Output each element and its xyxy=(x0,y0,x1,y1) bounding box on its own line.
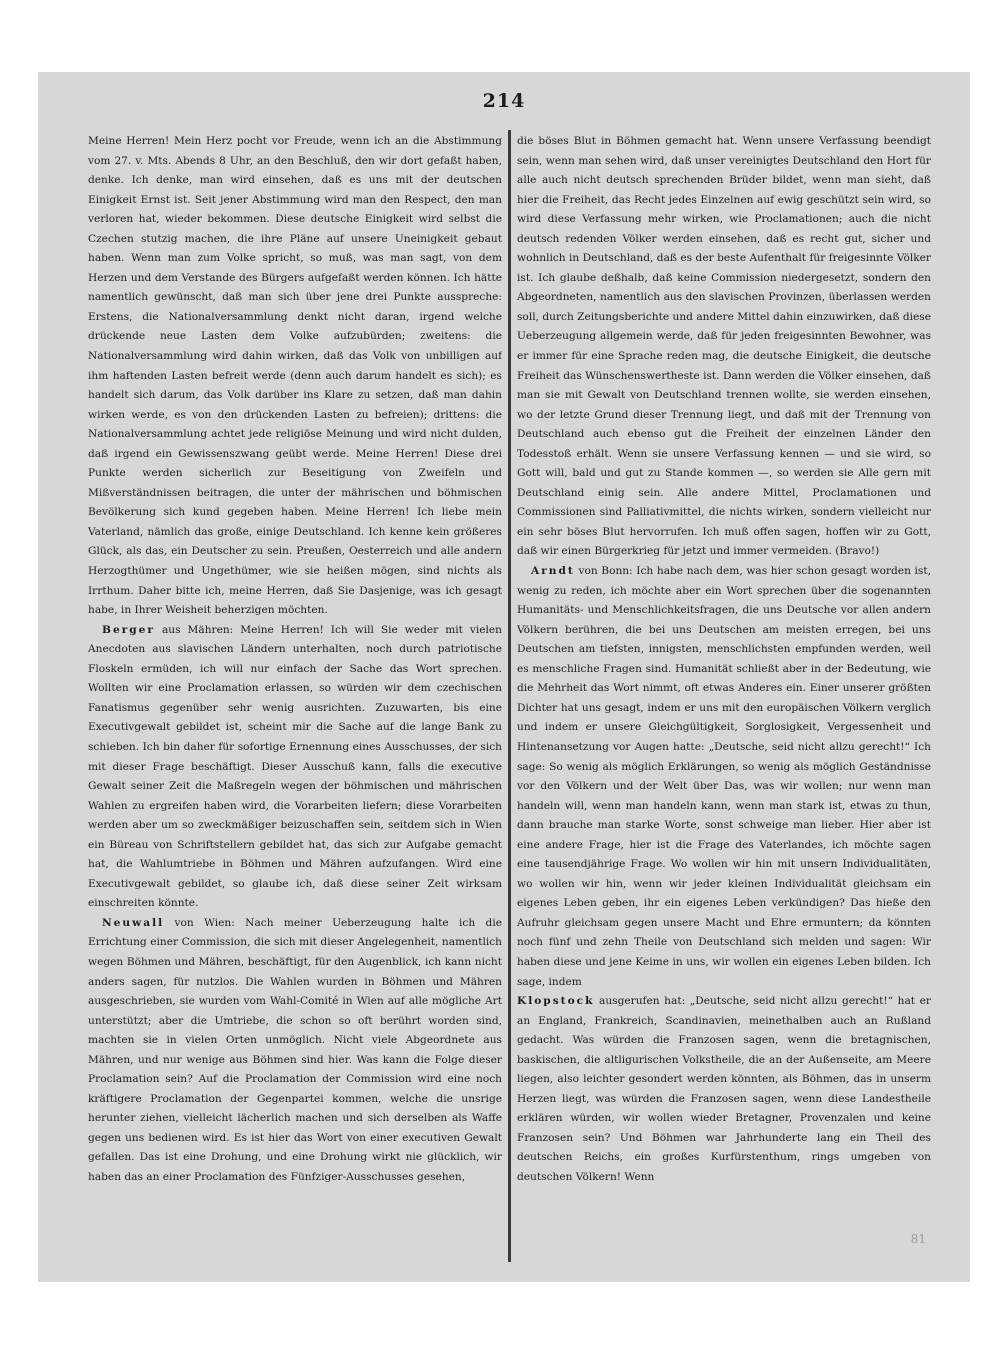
speech-text: von Bonn: Ich habe nach dem, was hier schon gesagt worden ist, wenig zu reden, ich möchte aber ein Wort sprechen über die sogenannten Humanitäts- und Menschlichkeitsfragen, die uns Deutsche vor allen andern Völkern berühren, die bei uns Deutschen am meisten erregen, bei uns Deutschen am tiefsten, innigsten, menschlichsten empfunden werden, weil es menschliche Fragen sind. Humanität schließt aber in der Bedeutung, wie die Mehrheit das Wort nimmt, oft etwas Anderes ein. Einer unserer größten Dichter hat uns gesagt, indem er uns mit den europäischen Völkern verglich und indem er unsere Gleichgültigkeit, Sorglosigkeit, Vergessenheit und Hintenansetzung vor Augen hatte: „Deutsche, seid nicht allzu gerecht!“ Ich sage: So wenig als möglich Erklärungen, so wenig als möglich Geständnisse vor den Völkern und der Welt über Das, was wir wollen; nur wenn man handeln will, wenn man handeln kann, wenn man stark ist, etwas zu thun, dann brauche man starke Worte, sonst schweige man lieber. Hier aber ist eine andere Frage, hier ist die Frage des Vaterlandes, ich möchte sagen eine tausendjährige Frage. Wo wollen wir hin mit unsern Individualitäten, wo wollen wir hin, wenn wir jeder kleinen Individualität gleichsam ein eigenes Leben geben, ihr ein eigenes Leben verkündigen? Das hieße den Aufruhr gleichsam gegen unsere Macht und Ehre ermuntern; da könnten noch fünf und zehn Theile von Deutschland sich melden und sagen: Wir haben diese und jene Keime in uns, wir wollen ein eigenes Leben bilden. Ich sage, indem xyxy=(517,565,931,988)
paragraph: die böses Blut in Böhmen gemacht hat. Wenn unsere Verfassung beendigt sein, wenn man sehen wird, daß unser vereinigtes Deutschland den Hort für alle auch nicht deutsch sprechenden Brüder bildet, wenn man sieht, daß hier die Freiheit, das Recht jedes Einzelnen auf ewig geschützt sein wird, so wird diese Verfassung mehr wirken, wie Proclamationen; auch die nicht deutsch redenden Völker werden einsehen, daß es recht gut, sicher und wohnlich in Deutschland, daß es der beste Aufenthalt für freigesinnte Völker ist. Ich glaube deßhalb, daß keine Commission niedergesetzt, sondern den Abgeordneten, namentlich aus den slavischen Provinzen, überlassen werden soll, durch Zeitungsberichte und andere Mittel dahin einzuwirken, daß diese Ueberzeugung allgemein werde, daß für jeden freigesinnten Bewohner, was er immer für eine Sprache reden mag, die deutsche Einigkeit, die deutsche Freiheit das Wünschenswertheste ist. Dann werden die Völker einsehen, daß man sie mit Gewalt von Deutschland trennen wollte, sie werden einsehen, wo der letzte Grund dieser Trennung liegt, und daß mit der Trennung von Deutschland auch ebenso gut die Freiheit der einzelnen Länder den Todesstoß erhält. Wenn sie unsere Verfassung kennen — und sie wird, so Gott will, bald und gut zu Stande kommen —, so werden sie Alle gern mit Deutschland einig sein. Alle andere Mittel, Proclamationen und Commissionen sind Palliativmittel, die nichts wirken, sondern vielleicht nur ein sehr böses Blut hervorrufen. Ich muß offen sagen, hoffen wir zu Gott, daß wir einen Bürgerkrieg für jetzt und immer vermeiden. (Bravo!) xyxy=(517,135,931,558)
speech-text: ausgerufen hat: „Deutsche, seid nicht allzu gerecht!“ hat er an England, Frankreich, Scandinavien, meinethalben auch an Rußland gedacht. Was würden die Franzosen sagen, wenn die bretagnischen, baskischen, die altligurischen Volkstheile, die an der Außenseite, am Meere liegen, also leichter gesondert werden könnten, als Böhmen, das in unserm Herzen liegt, was würden die Franzosen sagen, wenn diese Landestheile erklären würden, wir wollen wieder Bretagner, Provenzalen und keine Franzosen sein? Und Böhmen war Jahrhunderte lang ein Theil des deutschen Reichs, ein großes Kurfürstenthum, rings umgeben von deutschen Völkern! Wenn xyxy=(517,995,931,1183)
page-number: 214 xyxy=(482,90,526,112)
left-column xyxy=(88,132,502,1262)
column-divider xyxy=(508,130,511,1262)
paragraph xyxy=(88,621,502,914)
page-scan xyxy=(38,72,970,1282)
paragraph xyxy=(517,992,931,1187)
paragraph xyxy=(88,914,502,1188)
paragraph: Meine Herren! Mein Herz pocht vor Freude, wenn ich an die Abstimmung vom 27. v. Mts. Abends 8 Uhr, an den Beschluß, den wir dort gefaßt haben, denke. Ich denke, man wird einsehen, daß es uns mit der deutschen Einigkeit Ernst ist. Seit jener Abstimmung wird man den Respect, den man verloren hat, wieder bekommen. Diese deutsche Einigkeit wird selbst die Czechen stutzig machen, die ihre Pläne auf unsere Uneinigkeit gebaut haben. Wenn man zum Volke spricht, so muß, was man sagt, von dem Herzen und dem Verstande des Bürgers aufgefaßt werden können. Ich hätte namentlich gewünscht, daß man sich über jene drei Punkte ausspreche: Erstens, die Nationalversammlung denkt nicht daran, irgend welche drückende neue Lasten dem Volke aufzubürden; zweitens: die Nationalversammlung wird dahin wirken, daß das Volk von unbilligen auf ihm haftenden Lasten befreit werde (denn auch darum handelt es sich); es handelt sich darum, das Volk darüber ins Klare zu setzen, daß man dahin wirken werde, es von den drückenden Lasten zu befreien); drittens: die Nationalversammlung achtet jede religiöse Meinung und wird nicht dulden, daß irgend ein Gewissenszwang geübt werde. Meine Herren! Diese drei Punkte werden sicherlich zur Beseitigung von Zweifeln und Mißverständnissen beitragen, die unter der mährischen und böhmischen Bevölkerung sich kund gegeben haben. Meine Herren! Ich liebe mein Vaterland, nämlich das große, einige Deutschland. Ich kenne kein größeres Glück, als das, ein Deutscher zu sein. Preußen, Oesterreich und alle andern Herzogthümer und Ungethümer, wie sie heißen mögen, sind nichts als Irrthum. Daher bitte ich, meine Herren, daß Sie Dasjenige, was ich gesagt habe, in Ihrer Weisheit beherzigen möchten. xyxy=(88,135,502,617)
quoted-name: Klopstock xyxy=(517,995,595,1008)
speech-text: aus Mähren: Meine Herren! Ich will Sie weder mit vielen Anecdoten aus slavischen Ländern unterhalten, noch durch patriotische Floskeln ermüden, ich will nur einfach der Sache das Wort sprechen. Wollten wir eine Proclamation erlassen, so würden wir dem czechischen Fanatismus gegenüber sehr wenig ausrichten. Zuzuwarten, bis eine Executivgewalt gebildet ist, scheint mir die Sache auf die lange Bank zu schieben. Ich bin daher für sofortige Ernennung eines Ausschusses, der sich mit dieser Frage beschäftigt. Dieser Ausschuß kann, falls die executive Gewalt seiner Zeit die Maßregeln wegen der böhmischen und mährischen Wahlen zu ergreifen haben wird, die Vorarbeiten liefern; diese Vorarbeiten werden aber um so zweckmäßiger beizuschaffen sein, seitdem sich in Wien ein Büreau von Schriftstellern gebildet hat, das sich zur Aufgabe gemacht hat, die Wahlumtriebe in Böhmen und Mähren aufzufangen. Wird eine Executivgewalt gebildet, so glaube ich, daß diese seiner Zeit wirksam einschreiten könnte. xyxy=(88,623,502,910)
right-column xyxy=(517,132,931,1262)
speech-text: von Wien: Nach meiner Ueberzeugung halte ich die Errichtung einer Commission, die sich mit dieser Angelegenheit, namentlich wegen Böhmen und Mähren, beschäftigt, für den Augenblick, ich kann nicht anders sagen, für nutzlos. Die Wahlen wurden in Böhmen und Mähren ausgeschrieben, sie wurden vom Wahl-Comité in Wien auf alle mögliche Art unterstützt; aber die Umtriebe, die schon so oft berührt worden sind, machten sie in vielen Orten unmöglich. Nicht viele Abgeordnete aus Mähren, und nur wenige aus Böhmen sind hier. Was kann die Folge dieser Proclamation sein? Auf die Proclamation der Commission wird eine noch kräftigere Proclamation der Gegenpartei kommen, welche die unsrige herunter ziehen, vielleicht lächerlich machen und sich derselben als Waffe gegen uns bedienen wird. Es ist hier das Wort von einer executiven Gewalt gefallen. Das ist eine Drohung, und eine Drohung wirkt nie glücklich, wir haben das an einer Proclamation des Fünfziger-Ausschusses gesehen, xyxy=(88,916,502,1183)
speaker-name: Neuwall xyxy=(102,916,165,929)
speaker-name: Arndt xyxy=(531,565,575,578)
corner-mark: 81 xyxy=(910,1232,926,1246)
speaker-name: Berger xyxy=(102,623,156,636)
paragraph xyxy=(517,562,931,992)
